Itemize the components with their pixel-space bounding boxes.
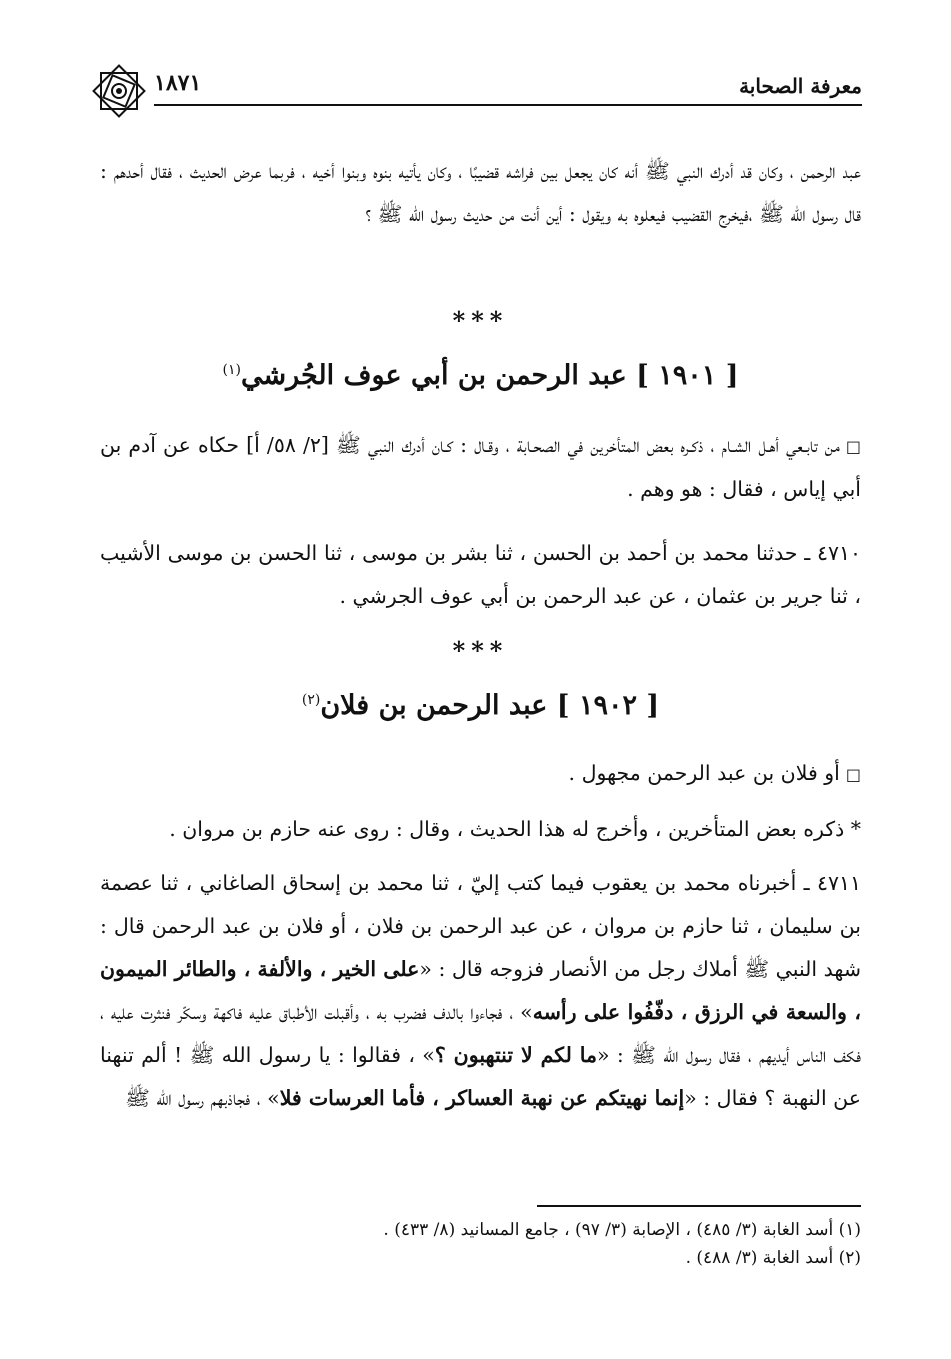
hadith-4710: ٤٧١٠ ـ حدثنا محمد بن أحمد بن الحسن ، ثنا بشر بن موسى ، ثنا الحسن بن موسى الأشيب ، ثنا جرير بن عثمان ، عن عبد الرحمن بن أبي عوف الجرشي . xyxy=(100,541,861,608)
header-rule xyxy=(154,104,862,106)
running-header xyxy=(88,66,862,106)
prophetic-quote: ما لكم لا تنتهبون ؟ xyxy=(434,1043,598,1067)
entry-1902-note: * ذكره بعض المتأخرين ، وأخرج له هذا الحديث ، وقال : روى عنه حازم بن مروان . xyxy=(169,817,861,841)
footnote-ref: (١) xyxy=(222,362,241,378)
hadith-text: » ، فجاءوا بالدف فضرب به ، وأقبلت الأطباق عليه فاكهة وسكّر فنثرت عليه ، فكف الناس أيديهم ، فقال رسول الله ﷺ : « xyxy=(100,1000,861,1067)
stars-separator: *** xyxy=(452,636,509,665)
book-title: معرفة الصحابة xyxy=(739,74,862,98)
stars-separator: *** xyxy=(452,306,509,335)
entry-1902-intro xyxy=(100,752,861,796)
footnote-2: (٢) أسد الغابة (٣/ ٤٨٨) . xyxy=(685,1248,861,1268)
footnotes xyxy=(100,1216,861,1272)
entry-heading xyxy=(100,690,861,721)
eight-point-star-ornament-icon xyxy=(88,60,150,122)
hadith-text: » ، فجاذبهم رسول الله ﷺ xyxy=(125,1086,280,1110)
square-bullet-icon: □ xyxy=(845,765,861,784)
entry-heading-text: [ ١٩٠٢ ] عبد الرحمن بن فلان xyxy=(320,690,660,721)
entry-heading xyxy=(100,360,861,391)
entry-1901-intro xyxy=(100,424,861,511)
prophetic-quote: على الخير ، والألفة ، والطائر الميمون ، والسعة في الرزق ، دفّفُوا على رأسه xyxy=(100,957,861,1024)
entry-intro-text: من تابـعي أهـل الشـام ، ذكـره بعض المتأخرين في الصحـابة ، وقـال : كـان أدرك النبي ﷺ [٢/ ٥٨/ أ] حكاه عن آدم بن أبي إياس ، فقال : هو وهم . xyxy=(100,433,861,501)
footnote-1: (١) أسد الغابة (٣/ ٤٨٥) ، الإصابة (٣/ ٩٧) ، جامع المسانيد (٨/ ٤٣٣) . xyxy=(383,1220,861,1240)
footnote-ref: (٢) xyxy=(301,692,321,708)
paragraph-continuation: عبد الرحمن ، وكان قد أدرك النبي ﷺ أنه كان يجعل بين فراشه قضيبًا ، وكان يأتيه بنوه وبنوا أخيه ، فربما عرض الحديث ، فقال أحدهم : قال رسول الله ﷺ ،فيخرج القضيب فيعلوه به ويقول : أين أنت من حديث رسول الله ﷺ ؟ xyxy=(100,159,861,226)
footnote-rule xyxy=(537,1205,861,1207)
page-number: ١٨٧١ xyxy=(154,70,202,96)
hadith-text: ٤٧١١ ـ أخبرناه محمد بن يعقوب فيما كتب إليّ ، ثنا محمد بن إسحاق الصاغاني ، ثنا عصمة بن سليمان ، ثنا حازم بن مروان ، عن عبد الرحمن بن فلان ، أو فلان بن عبد الرحمن قال : شهد النبي ﷺ أملاك رجل من الأنصار فزوجه قال : « xyxy=(100,871,862,981)
hadith-text: » ، فقالوا : يا رسول الله ﷺ ! ألم تنهنا عن النهبة ؟ فقال : « xyxy=(100,1043,861,1110)
entry-heading-text: [ ١٩٠١ ] عبد الرحمن بن أبي عوف الجُرشي xyxy=(240,360,739,391)
hadith-4711 xyxy=(100,862,861,1120)
entry-intro-text: أو فلان بن عبد الرحمن مجهول . xyxy=(568,761,840,785)
square-bullet-icon: □ xyxy=(845,437,861,456)
prophetic-quote: إنما نهيتكم عن نهبة العساكر ، فأما العرسات فلا xyxy=(279,1086,685,1110)
